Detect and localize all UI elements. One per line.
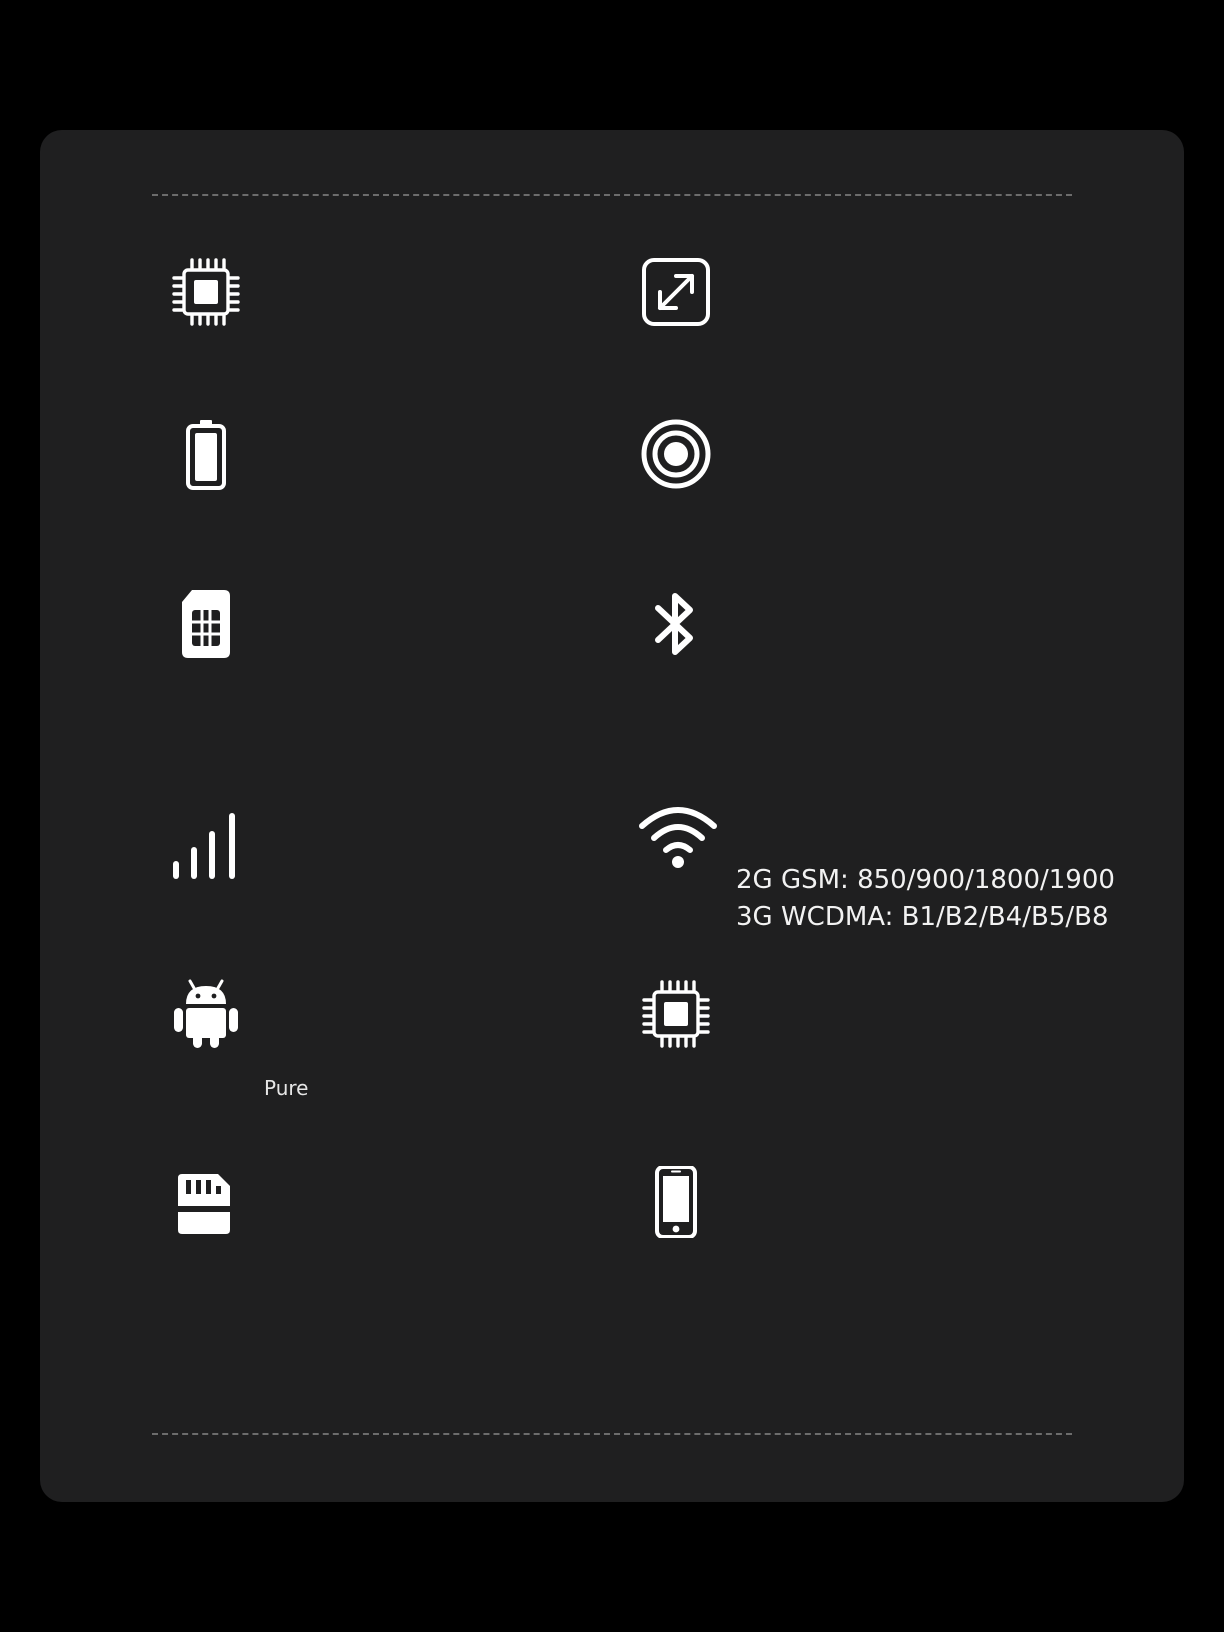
- camera-lens-icon: [640, 418, 712, 490]
- battery-icon: [170, 418, 242, 490]
- memory-card-icon: [170, 1166, 242, 1238]
- spec-line: Pure: [264, 1076, 309, 1100]
- cpu-chip-icon: [170, 256, 242, 328]
- bluetooth-icon: [640, 588, 712, 660]
- expand-arrows-icon: [640, 256, 712, 328]
- signal-bars-icon: [170, 810, 242, 882]
- spec-line: 3G WCDMA: B1/B2/B4/B5/B8: [736, 902, 1109, 932]
- cpu-chip-icon: [640, 978, 712, 1050]
- spec-line: 2G GSM: 850/900/1800/1900: [736, 865, 1115, 895]
- smartphone-icon: [640, 1166, 712, 1238]
- wifi-icon: [638, 800, 718, 872]
- sim-card-icon: [170, 588, 242, 660]
- specs-panel: [40, 130, 1184, 1502]
- android-icon: [170, 978, 242, 1050]
- top-dashed-divider: [152, 194, 1072, 196]
- bottom-dashed-divider: [152, 1433, 1072, 1435]
